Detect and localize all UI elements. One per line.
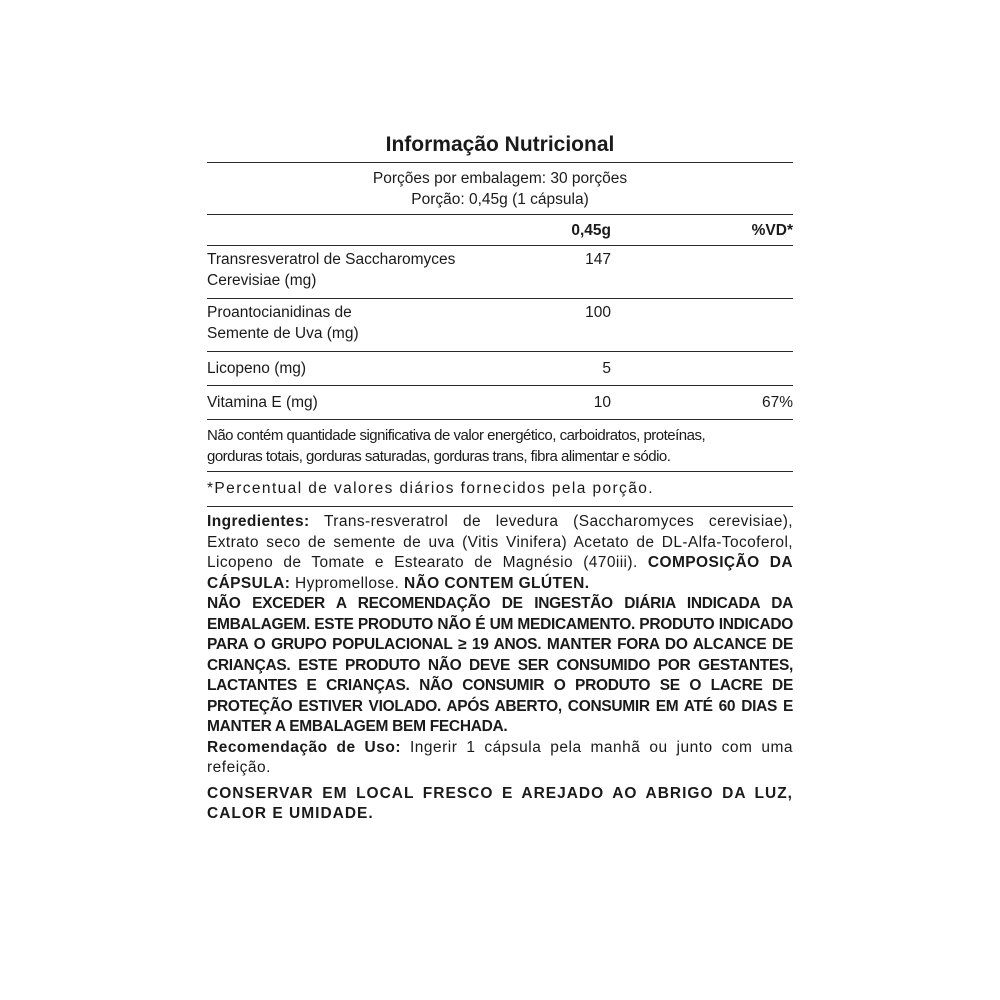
table-row (207, 246, 793, 298)
nutrient-dv: 67% (761, 394, 793, 411)
recommendation-label: Recomendação de Uso: (207, 738, 401, 756)
table-row (207, 299, 793, 351)
header-amount: 0,45g (571, 222, 611, 239)
label-title: Informação Nutricional (385, 133, 615, 156)
percent-note: *Percentual de valores diários fornecidos pela porção. (207, 480, 654, 497)
portion-size: Porção: 0,45g (1 cápsula) (411, 191, 589, 208)
table-header (207, 215, 793, 245)
nutrient-name: Vitamina E (mg) (207, 394, 318, 411)
nutrient-name: Proantocianidinas de Semente de Uva (mg) (207, 304, 359, 342)
ingredients-text: Ingredientes: Trans-resveratrol de levedura (Saccharomyces cerevisiae), Extrato seco de semente de uva (Vitis Vinifera) Acetato de DL-Alfa-Tocoferol, Licopeno de Tomate e Estearato de Magnésio (470iii). COMPOSIÇÃO DA CÁPSULA: Hypromellose. NÃO CONTEM GLÚTEN. (207, 513, 793, 592)
not-significant-note: Não contém quantidade significativa de valor energético, carboidratos, proteínas, gorduras totais, gorduras saturadas, gorduras trans, fibra alimentar e sódio. (207, 427, 706, 465)
table-row (207, 352, 793, 385)
header-dv: %VD* (751, 222, 793, 239)
nutrition-label (207, 128, 793, 825)
warning-text: NÃO EXCEDER A RECOMENDAÇÃO DE INGESTÃO DIÁRIA INDICADA DA EMBALAGEM. ESTE PRODUTO NÃO É UM MEDICAMENTO. PRODUTO INDICADO PARA O GRUPO POPULACIONAL ≥ 19 ANOS. MANTER FORA DO ALCANCE DE CRIANÇAS. ESTE PRODUTO NÃO DEVE SER CONSUMIDO POR GESTANTES, LACTANTES E CRIANÇAS. NÃO CONSUMIR O PRODUTO SE O LACRE DE PROTEÇÃO ESTIVER VIOLADO. APÓS ABERTO, CONSUMIR EM ATÉ 60 DIAS E MANTER A EMBALAGEM BEM FECHADA. (207, 595, 793, 735)
nutrient-name: Licopeno (mg) (207, 360, 307, 377)
ingredients-label: Ingredientes: (207, 513, 310, 530)
nutrient-dv (733, 249, 793, 291)
nutrient-dv (733, 302, 793, 344)
servings-per-package: Porções por embalagem: 30 porções (372, 170, 628, 187)
nutrient-name: Transresveratrol de Saccharomyces Cerevisiae (mg) (207, 251, 456, 289)
servings-info (207, 163, 793, 214)
capsule-label: COMPOSIÇÃO DA CÁPSULA: (207, 554, 793, 592)
nutrient-amount: 5 (602, 360, 611, 377)
nutrient-amount: 100 (585, 304, 611, 321)
nutrient-amount: 10 (593, 394, 611, 411)
usage-recommendation: Recomendação de Uso: Ingerir 1 cápsula pela manhã ou junto com uma refeição. (207, 738, 793, 776)
table-row (207, 386, 793, 419)
nutrient-dv (733, 358, 793, 379)
storage-instructions: CONSERVAR EM LOCAL FRESCO E AREJADO AO ABRIGO DA LUZ, CALOR E UMIDADE. (207, 784, 793, 822)
nutrient-amount: 147 (585, 251, 611, 268)
gluten-statement: NÃO CONTEM GLÚTEN. (403, 574, 590, 592)
